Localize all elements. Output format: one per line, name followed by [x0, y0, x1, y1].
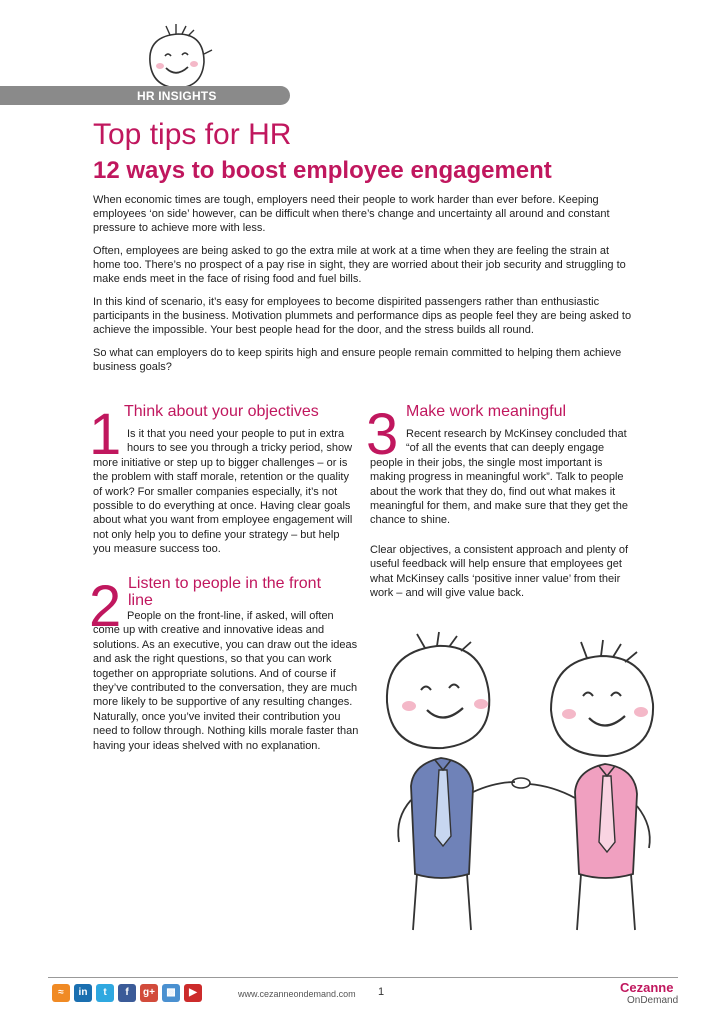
mascot-icon	[140, 22, 220, 92]
brand-sub: OnDemand	[627, 995, 679, 1006]
brand-name: Cezanne	[620, 980, 674, 995]
rss-icon[interactable]: ≈	[52, 984, 70, 1002]
tip-1	[89, 400, 355, 560]
delicious-icon[interactable]: ▩	[162, 984, 180, 1002]
tip-body	[370, 427, 632, 528]
tip-heading: Think about your objectives	[124, 403, 319, 420]
tip-number: 2	[89, 574, 122, 639]
twitter-icon[interactable]: t	[96, 984, 114, 1002]
page-number: 1	[378, 986, 385, 998]
tip-body-text: Is it that you need your people to put in extra hours to see you through a tricky period, show more initiative or step up to bigger challenges – or is the problem with staff morale, retention or the quality of work? For smaller companies especially, it’s not possible to do everything at once. Having clear goals about what you want from employee engagement will not only help you to define your strategy – but help you measure success too.	[93, 428, 353, 556]
linkedin-icon[interactable]: in	[74, 984, 92, 1002]
tip-body	[93, 609, 359, 753]
tip-body	[93, 427, 355, 557]
page-title: Top tips for HR	[93, 118, 292, 151]
intro-paragraph: So what can employers do to keep spirits high and ensure people remain committed to helping them achieve business goals?	[93, 347, 622, 373]
tip-body-text: People on the front-line, if asked, will often come up with creative and innovative ideas and solutions. As an executive, you can draw out the ideas and ask the right questions, so that you can work together on appropriate solutions. And of course if they’ve contributed to the conversation, they are much more likely to be supportive of any resulting changes. Naturally, once you’ve invited their contribution you need to follow through. Nothing kills morale faster than having your ideas shelved with no explanation.	[93, 610, 359, 752]
intro-paragraph: When economic times are tough, employers need their people to work harder than ever before. Keeping employees ‘on side’ however, can be difficult when there’s change and uncertainty all around and constant pressure to achieve more with less.	[93, 194, 610, 234]
tip-number: 3	[366, 402, 399, 467]
page-subtitle: 12 ways to boost employee engagement	[93, 157, 552, 184]
footer-divider	[48, 977, 678, 978]
intro-paragraph: In this kind of scenario, it’s easy for employees to become dispirited passengers rather than enthusiastic participants in the business. Motivation plummets and performance dips as people feel they are being asked to achieve the impossible. Your best people head for the door, and the stress builds all round.	[93, 296, 632, 336]
tip-2	[89, 572, 359, 762]
footer-url[interactable]: www.cezanneondemand.com	[238, 989, 356, 999]
tip-heading: Make work meaningful	[406, 403, 567, 420]
youtube-icon[interactable]: ▶	[184, 984, 202, 1002]
section-label: HR INSIGHTS	[137, 89, 217, 103]
tip-heading: Listen to people in the front line	[128, 575, 322, 609]
tip-body-text: Recent research by McKinsey concluded that “of all the events that can deeply engage people in their jobs, the single most important is making progress in meaningful work”. Talk to people about the work that they do, find out what makes it meaningful for them, and make sure that they get the chance to shine.	[370, 428, 629, 527]
tip-extra-text: Clear objectives, a consistent approach and plenty of useful feedback will help ensure that employees get what McKinsey calls ‘positive inner value’ from their work – and will give value back.	[370, 544, 629, 600]
handshake-illustration-icon	[355, 630, 685, 960]
tip-number: 1	[89, 402, 122, 467]
facebook-icon[interactable]: f	[118, 984, 136, 1002]
google-plus-icon[interactable]: g+	[140, 984, 158, 1002]
tip-3	[366, 400, 632, 610]
intro-text	[93, 193, 638, 383]
social-links	[52, 984, 202, 1002]
intro-paragraph: Often, employees are being asked to go the extra mile at work at a time when they are feeling the strain at home too. There’s no prospect of a pay rise in sight, they are worried about their job security and struggling to make ends meet in the face of rising food and fuel bills.	[93, 245, 626, 285]
